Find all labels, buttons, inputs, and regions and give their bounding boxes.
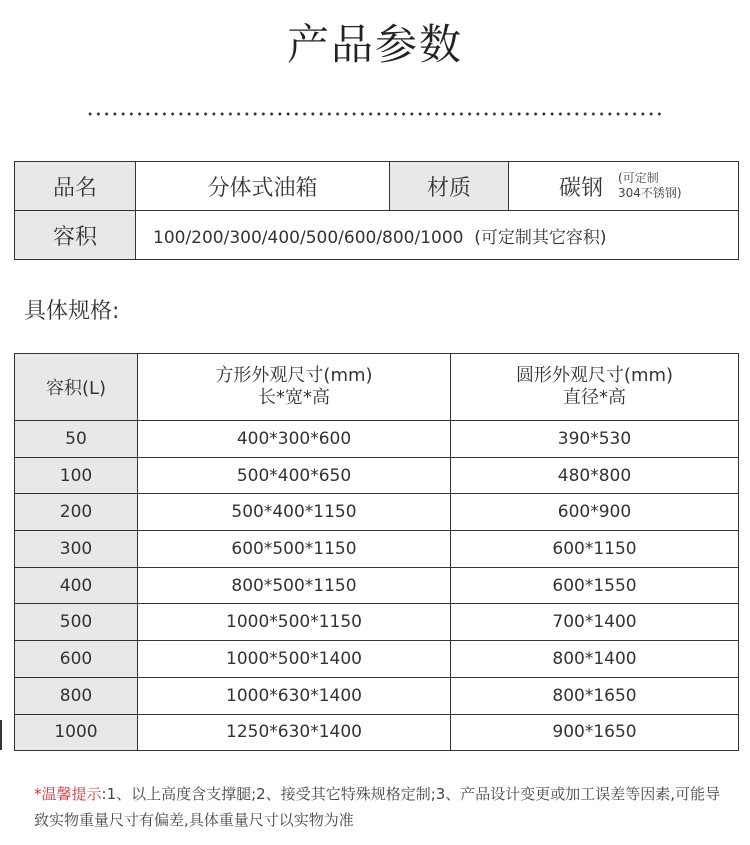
capacity-value: 100/200/300/400/500/600/800/1000 (可定制其它容积) (136, 211, 739, 260)
page-title: 产品参数 (286, 20, 463, 69)
material-value: 碳钢 (559, 175, 604, 201)
table-row (15, 567, 739, 604)
capacity-cell: 100 (15, 457, 138, 494)
square-size-cell: 800*500*1150 (138, 567, 451, 604)
spec-table-header (15, 354, 739, 421)
round-size-cell: 800*1650 (451, 677, 739, 714)
table-row (15, 494, 739, 531)
name-row (15, 162, 739, 211)
round-size-cell: 600*1550 (451, 567, 739, 604)
material-cell (509, 162, 739, 211)
square-size-cell: 500*400*650 (138, 457, 451, 494)
header-round (451, 354, 739, 421)
round-size-cell: 800*1400 (451, 641, 739, 678)
spec-table (14, 353, 739, 751)
name-value: 分体式油箱 (136, 162, 390, 211)
square-size-cell: 600*500*1150 (138, 531, 451, 568)
round-size-cell: 900*1650 (451, 714, 739, 751)
dotted-divider (86, 111, 666, 117)
round-size-cell: 700*1400 (451, 604, 739, 641)
table-row (15, 641, 739, 678)
material-note (618, 171, 682, 201)
round-size-cell: 600*900 (451, 494, 739, 531)
square-size-cell: 1000*500*1150 (138, 604, 451, 641)
header-capacity: 容积(L) (15, 354, 138, 421)
edge-marker (0, 720, 2, 750)
table-row (15, 677, 739, 714)
notes-body: :1、以上高度含支撑腿;2、接受其它特殊规格定制;3、产品设计变更或加工误差等因素,可能导致实物重量尺寸有偏差,具体重量尺寸以实物为准 (34, 785, 721, 829)
header-round-line1: 圆形外观尺寸(mm) (515, 365, 674, 386)
capacity-row (15, 211, 739, 260)
square-size-cell: 400*300*600 (138, 421, 451, 458)
material-note-line1: (可定制 (618, 171, 659, 185)
section-title: 具体规格: (24, 299, 120, 324)
header-square-line2: 长*宽*高 (258, 387, 330, 408)
capacity-cell: 400 (15, 567, 138, 604)
header-square (138, 354, 451, 421)
capacity-cell: 300 (15, 531, 138, 568)
notes-text (34, 781, 734, 833)
capacity-cell: 200 (15, 494, 138, 531)
square-size-cell: 1250*630*1400 (138, 714, 451, 751)
table-row (15, 421, 739, 458)
square-size-cell: 500*400*1150 (138, 494, 451, 531)
table-row (15, 457, 739, 494)
round-size-cell: 600*1150 (451, 531, 739, 568)
header-square-line1: 方形外观尺寸(mm) (215, 365, 373, 386)
material-note-line2: 304不锈钢) (618, 186, 682, 200)
square-size-cell: 1000*500*1400 (138, 641, 451, 678)
notes-warning-label: *温馨提示 (34, 785, 102, 803)
round-size-cell: 390*530 (451, 421, 739, 458)
capacity-cell: 1000 (15, 714, 138, 751)
square-size-cell: 1000*630*1400 (138, 677, 451, 714)
product-params-table (14, 161, 739, 260)
table-row (15, 604, 739, 641)
capacity-label: 容积 (15, 211, 136, 260)
capacity-cell: 800 (15, 677, 138, 714)
table-row (15, 531, 739, 568)
header-round-line2: 直径*高 (563, 387, 626, 408)
round-size-cell: 480*800 (451, 457, 739, 494)
capacity-cell: 500 (15, 604, 138, 641)
table-row (15, 714, 739, 751)
name-label: 品名 (15, 162, 136, 211)
capacity-cell: 50 (15, 421, 138, 458)
capacity-cell: 600 (15, 641, 138, 678)
material-label: 材质 (390, 162, 509, 211)
